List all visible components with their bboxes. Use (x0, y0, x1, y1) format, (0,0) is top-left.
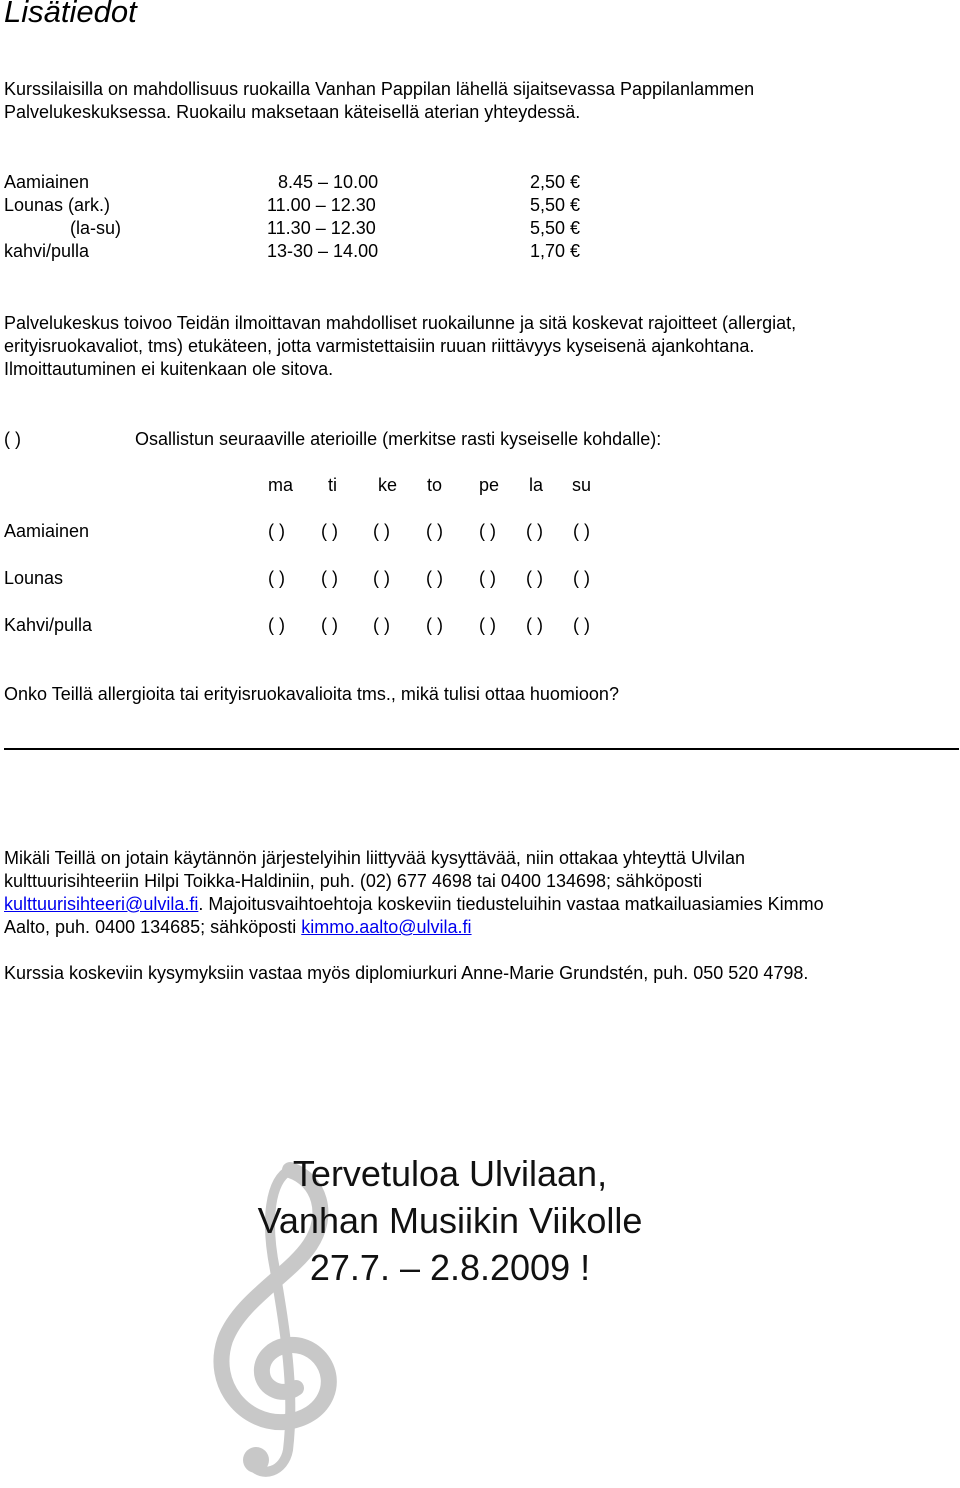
page-title: Lisätiedot (4, 0, 137, 29)
welcome-line: Tervetuloa Ulvilaan, (292, 1153, 608, 1194)
meal-selection-label: Lounas (4, 568, 64, 588)
contact-line: Mikäli Teillä on jotain käytännön järjestelyihin liittyvää kysyttävää, niin ottakaa yhteyttä Ulvilan (4, 848, 746, 868)
welcome-banner (200, 1150, 700, 1291)
meal-row (0, 172, 700, 195)
meal-time: 13-30 – 14.00 (267, 241, 379, 261)
intro-paragraph (4, 78, 754, 124)
day-checkbox[interactable]: ( ) (373, 568, 390, 588)
day-checkbox[interactable]: ( ) (426, 615, 443, 635)
meal-row (0, 195, 700, 218)
day-checkbox[interactable]: ( ) (526, 615, 543, 635)
meal-name: (la-su) (70, 218, 122, 238)
day-checkbox[interactable]: ( ) (526, 521, 543, 541)
day-checkbox[interactable]: ( ) (373, 615, 390, 635)
day-checkbox[interactable]: ( ) (321, 521, 338, 541)
contact-line: . Majoitusvaihtoehtoja koskeviin tiedusteluihin vastaa matkailuasiamies Kimmo (198, 894, 824, 914)
day-checkbox[interactable]: ( ) (573, 615, 590, 635)
meal-name: kahvi/pulla (4, 241, 90, 261)
day-header: su (572, 475, 592, 495)
day-checkbox[interactable]: ( ) (268, 615, 285, 635)
meal-price: 5,50 € (530, 218, 581, 238)
participation-label: Osallistun seuraaville aterioille (merkitse rasti kyseiselle kohdalle): (135, 429, 662, 449)
meal-name: Lounas (ark.) (4, 195, 111, 215)
day-header: pe (479, 475, 500, 495)
allergy-question: Onko Teillä allergioita tai erityisruokavalioita tms., mikä tulisi ottaa huomioon? (4, 684, 619, 704)
meal-row (0, 218, 700, 241)
day-checkbox[interactable]: ( ) (573, 568, 590, 588)
day-checkbox[interactable]: ( ) (479, 615, 496, 635)
meal-time: 11.00 – 12.30 (267, 195, 376, 215)
email-link-culture-secretary[interactable]: kulttuurisihteeri@ulvila.fi (4, 894, 199, 914)
meal-price: 2,50 € (530, 172, 581, 192)
contact-paragraph (4, 847, 824, 939)
day-checkbox[interactable]: ( ) (268, 568, 285, 588)
email-link-tourism[interactable]: kimmo.aalto@ulvila.fi (301, 917, 472, 937)
welcome-line: Vanhan Musiikin Viikolle (257, 1200, 643, 1241)
day-header: to (427, 475, 443, 495)
day-header: ti (328, 475, 337, 495)
day-checkbox[interactable]: ( ) (479, 521, 496, 541)
day-header: la (529, 475, 544, 495)
day-checkbox[interactable]: ( ) (526, 568, 543, 588)
notice-paragraph (4, 312, 796, 381)
answer-line[interactable] (4, 748, 959, 750)
day-checkbox[interactable]: ( ) (321, 568, 338, 588)
day-checkbox[interactable]: ( ) (268, 521, 285, 541)
day-checkbox[interactable]: ( ) (373, 521, 390, 541)
meal-row (0, 241, 700, 264)
day-checkbox[interactable]: ( ) (426, 521, 443, 541)
contact-line: kulttuurisihteeriin Hilpi Toikka-Haldiniin, puh. (02) 677 4698 tai 0400 134698; sähköposti (4, 871, 703, 891)
meal-time: 11.30 – 12.30 (267, 218, 376, 238)
notice-line: Ilmoittautuminen ei kuitenkaan ole sitova. (4, 359, 334, 379)
notice-line: erityisruokavaliot, tms) etukäteen, jotta varmistettaisiin ruuan riittävyys kyseisenä ajankohtana. (4, 336, 755, 356)
meal-time: 8.45 – 10.00 (278, 172, 379, 192)
participation-checkbox[interactable]: ( ) (4, 429, 21, 449)
course-contact: Kurssia koskeviin kysymyksiin vastaa myös diplomiurkuri Anne-Marie Grundstén, puh. 050 520 4798. (4, 963, 809, 983)
day-header: ma (268, 475, 294, 495)
day-checkbox[interactable]: ( ) (573, 521, 590, 541)
day-checkbox[interactable]: ( ) (321, 615, 338, 635)
day-checkbox[interactable]: ( ) (479, 568, 496, 588)
contact-line: Aalto, puh. 0400 134685; sähköposti (4, 917, 302, 937)
intro-line: Kurssilaisilla on mahdollisuus ruokailla Vanhan Pappilan lähellä sijaitsevassa Pappilanlammen (4, 79, 755, 99)
meal-selection-label: Aamiainen (4, 521, 90, 541)
meal-price: 1,70 € (530, 241, 581, 261)
meal-price: 5,50 € (530, 195, 581, 215)
day-header: ke (378, 475, 398, 495)
meal-selection-label: Kahvi/pulla (4, 615, 93, 635)
notice-line: Palvelukeskus toivoo Teidän ilmoittavan mahdolliset ruokailunne ja sitä koskevat rajoitteet (allergiat, (4, 313, 797, 333)
meal-name: Aamiainen (4, 172, 90, 192)
welcome-dates: 27.7. – 2.8.2009 ! (309, 1247, 591, 1288)
intro-line: Palvelukeskuksessa. Ruokailu maksetaan käteisellä aterian yhteydessä. (4, 102, 581, 122)
day-checkbox[interactable]: ( ) (426, 568, 443, 588)
